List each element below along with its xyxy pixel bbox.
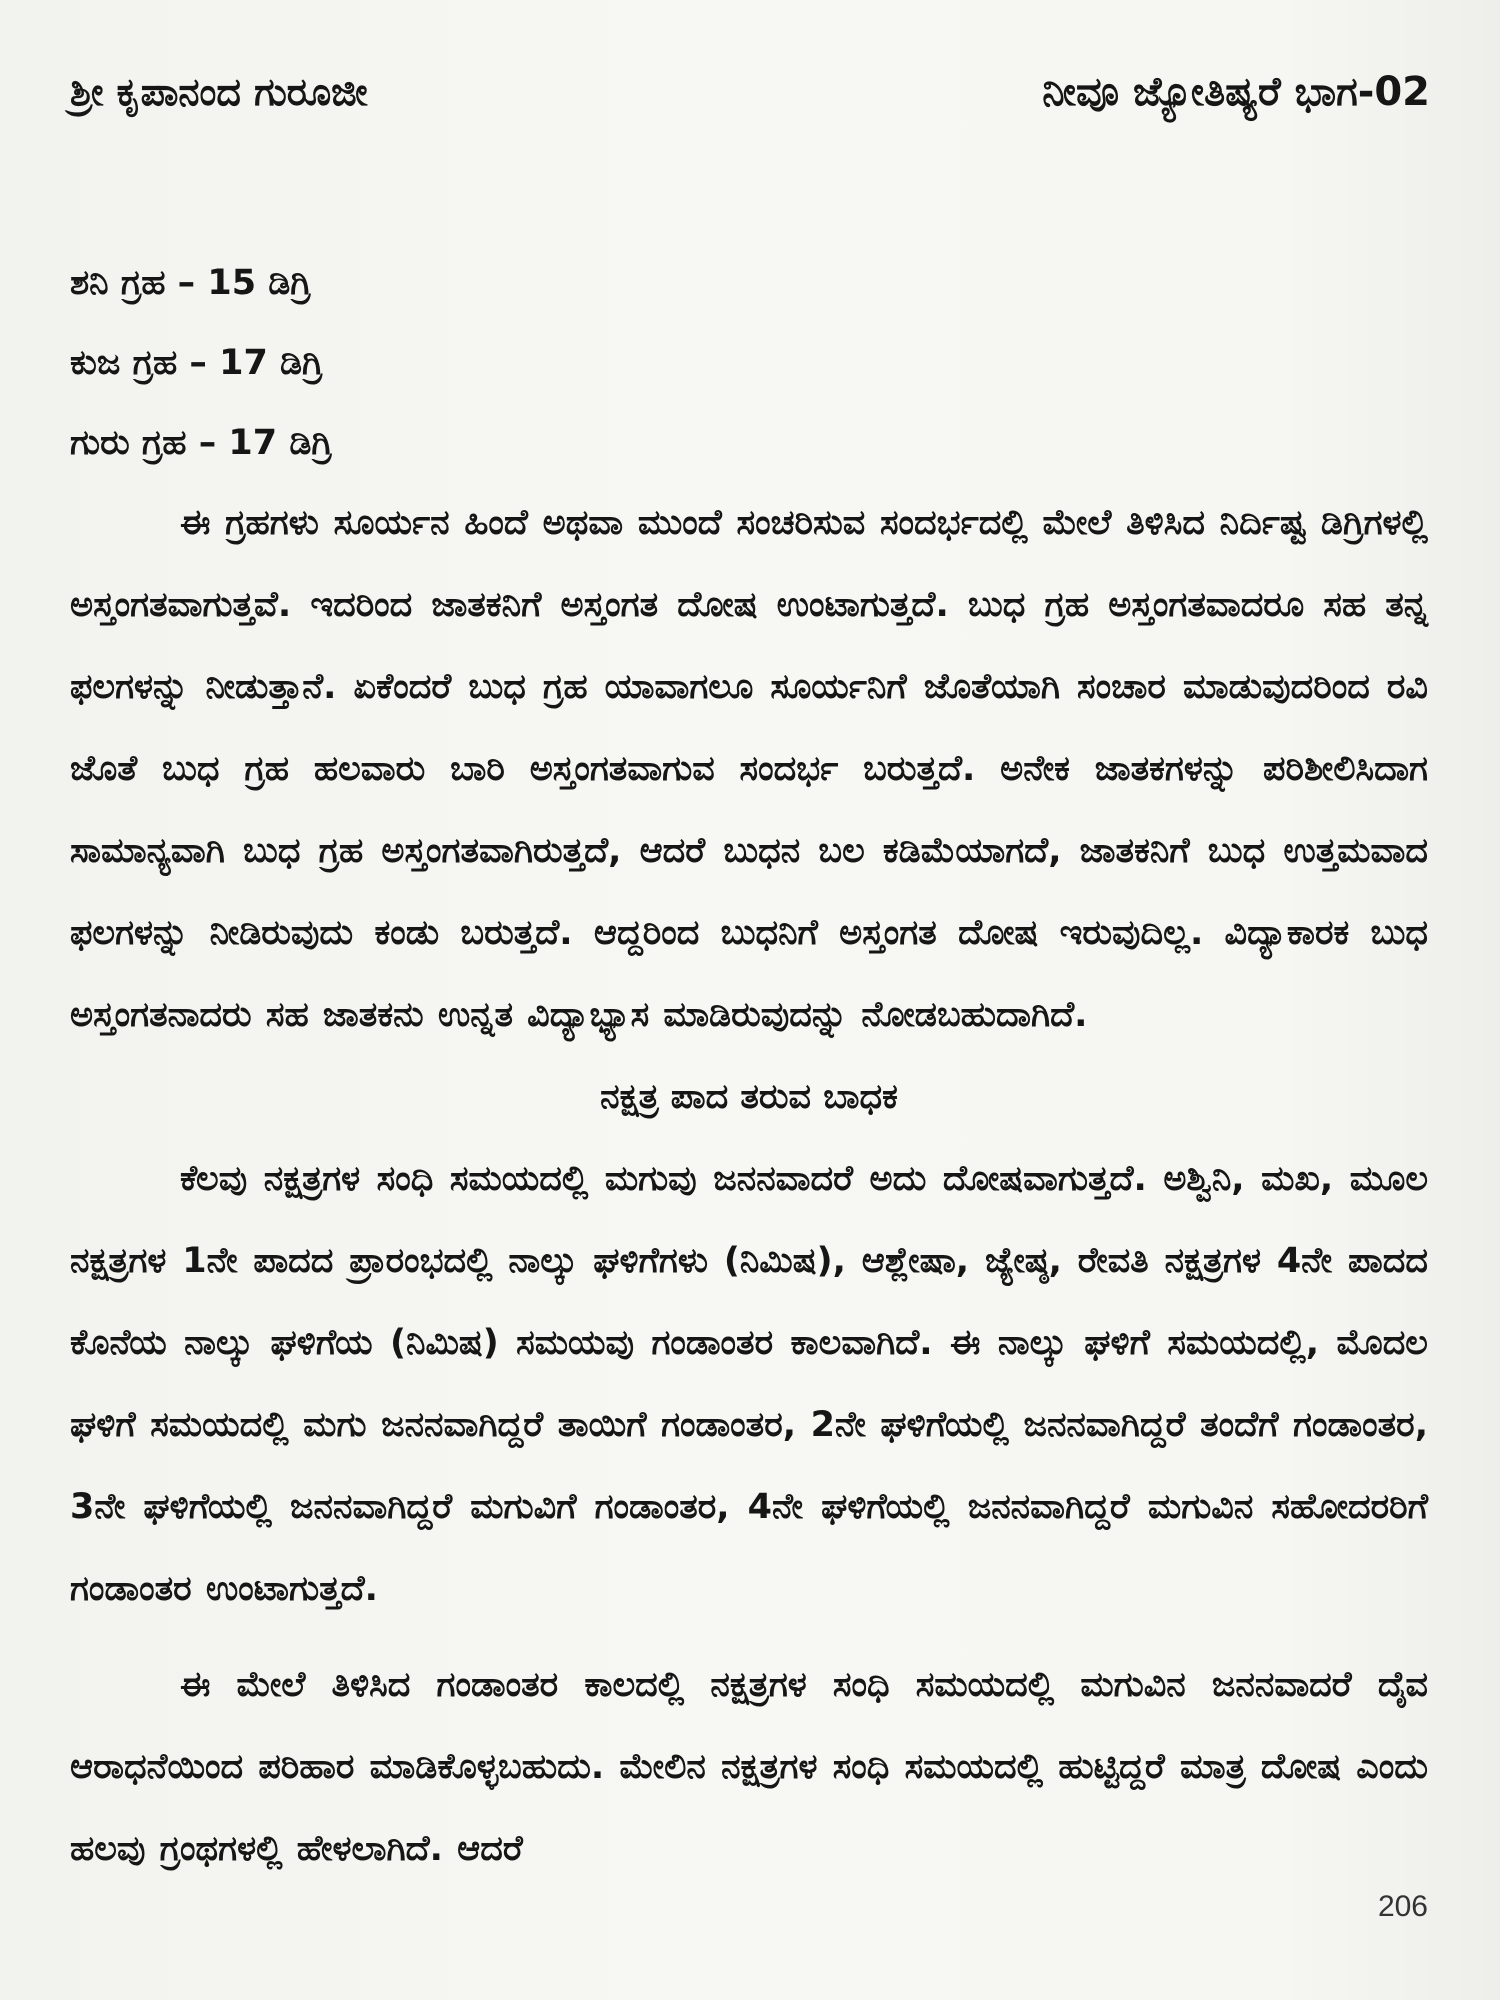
author-name: ಶ್ರೀ ಕೃಪಾನಂದ ಗುರೂಜೀ	[70, 70, 368, 114]
list-item: ಗುರು ಗ್ರಹ – 17 ಡಿಗ್ರಿ	[70, 423, 332, 463]
list-item: ಶನಿ ಗ್ರಹ – 15 ಡಿಗ್ರಿ	[70, 263, 311, 303]
page-body	[70, 242, 1428, 1890]
paragraph-gandantara: ಕೆಲವು ನಕ್ಷತ್ರಗಳ ಸಂಧಿ ಸಮಯದಲ್ಲಿ ಮಗುವು ಜನನವಾದರೆ ಅದು ದೋಷವಾಗುತ್ತದೆ. ಅಶ್ವಿನಿ, ಮಖ, ಮೂಲ ನಕ್ಷತ್ರಗಳ 1ನೇ ಪಾದದ ಪ್ರಾರಂಭದಲ್ಲಿ ನಾಲ್ಕು ಘಳಿಗೆಗಳು (ನಿಮಿಷ), ಆಶ್ಲೇಷಾ, ಜ್ಯೇಷ್ಠ, ರೇವತಿ ನಕ್ಷತ್ರಗಳ 4ನೇ ಪಾದದ ಕೊನೆಯ ನಾಲ್ಕು ಘಳಿಗೆಯ (ನಿಮಿಷ) ಸಮಯವು ಗಂಡಾಂತರ ಕಾಲವಾಗಿದೆ. ಈ ನಾಲ್ಕು ಘಳಿಗೆ ಸಮಯದಲ್ಲಿ, ಮೊದಲ ಘಳಿಗೆ ಸಮಯದಲ್ಲಿ ಮಗು ಜನನವಾಗಿದ್ದರೆ ತಾಯಿಗೆ ಗಂಡಾಂತರ, 2ನೇ ಘಳಿಗೆಯಲ್ಲಿ ಜನನವಾಗಿದ್ದರೆ ತಂದೆಗೆ ಗಂಡಾಂತರ, 3ನೇ ಘಳಿಗೆಯಲ್ಲಿ ಜನನವಾಗಿದ್ದರೆ ಮಗುವಿಗೆ ಗಂಡಾಂತರ, 4ನೇ ಘಳಿಗೆಯಲ್ಲಿ ಜನನವಾಗಿದ್ದರೆ ಮಗುವಿನ ಸಹೋದರರಿಗೆ ಗಂಡಾಂತರ ಉಂಟಾಗುತ್ತದೆ.	[70, 1159, 1428, 1609]
page-number: 206	[1377, 1890, 1428, 1923]
section-heading: ನಕ್ಷತ್ರ ಪಾದ ತರುವ ಬಾಧಕ	[600, 1077, 898, 1117]
running-header	[70, 62, 1430, 122]
paragraph-combustion: ಈ ಗ್ರಹಗಳು ಸೂರ್ಯನ ಹಿಂದೆ ಅಥವಾ ಮುಂದೆ ಸಂಚರಿಸುವ ಸಂದರ್ಭದಲ್ಲಿ ಮೇಲೆ ತಿಳಿಸಿದ ನಿರ್ದಿಷ್ಟ ಡಿಗ್ರಿಗಳಲ್ಲಿ ಅಸ್ತಂಗತವಾಗುತ್ತವೆ. ಇದರಿಂದ ಜಾತಕನಿಗೆ ಅಸ್ತಂಗತ ದೋಷ ಉಂಟಾಗುತ್ತದೆ. ಬುಧ ಗ್ರಹ ಅಸ್ತಂಗತವಾದರೂ ಸಹ ತನ್ನ ಫಲಗಳನ್ನು ನೀಡುತ್ತಾನೆ. ಏಕೆಂದರೆ ಬುಧ ಗ್ರಹ ಯಾವಾಗಲೂ ಸೂರ್ಯನಿಗೆ ಜೊತೆಯಾಗಿ ಸಂಚಾರ ಮಾಡುವುದರಿಂದ ರವಿ ಜೊತೆ ಬುಧ ಗ್ರಹ ಹಲವಾರು ಬಾರಿ ಅಸ್ತಂಗತವಾಗುವ ಸಂದರ್ಭ ಬರುತ್ತದೆ. ಅನೇಕ ಜಾತಕಗಳನ್ನು ಪರಿಶೀಲಿಸಿದಾಗ ಸಾಮಾನ್ಯವಾಗಿ ಬುಧ ಗ್ರಹ ಅಸ್ತಂಗತವಾಗಿರುತ್ತದೆ, ಆದರೆ ಬುಧನ ಬಲ ಕಡಿಮೆಯಾಗದೆ, ಜಾತಕನಿಗೆ ಬುಧ ಉತ್ತಮವಾದ ಫಲಗಳನ್ನು ನೀಡಿರುವುದು ಕಂಡು ಬರುತ್ತದೆ. ಆದ್ದರಿಂದ ಬುಧನಿಗೆ ಅಸ್ತಂಗತ ದೋಷ ಇರುವುದಿಲ್ಲ. ವಿದ್ಯಾಕಾರಕ ಬುಧ ಅಸ್ತಂಗತನಾದರು ಸಹ ಜಾತಕನು ಉನ್ನತ ವಿದ್ಯಾಭ್ಯಾಸ ಮಾಡಿರುವುದನ್ನು ನೋಡಬಹುದಾಗಿದೆ.	[70, 503, 1428, 1035]
paragraph-remedy: ಈ ಮೇಲೆ ತಿಳಿಸಿದ ಗಂಡಾಂತರ ಕಾಲದಲ್ಲಿ ನಕ್ಷತ್ರಗಳ ಸಂಧಿ ಸಮಯದಲ್ಲಿ ಮಗುವಿನ ಜನನವಾದರೆ ದೈವ ಆರಾಧನೆಯಿಂದ ಪರಿಹಾರ ಮಾಡಿಕೊಳ್ಳಬಹುದು. ಮೇಲಿನ ನಕ್ಷತ್ರಗಳ ಸಂಧಿ ಸಮಯದಲ್ಲಿ ಹುಟ್ಟಿದ್ದರೆ ಮಾತ್ರ ದೋಷ ಎಂದು ಹಲವು ಗ್ರಂಥಗಳಲ್ಲಿ ಹೇಳಲಾಗಿದೆ. ಆದರೆ	[70, 1665, 1428, 1869]
list-item: ಕುಜ ಗ್ರಹ – 17 ಡಿಗ್ರಿ	[70, 343, 323, 383]
book-title: ನೀವೂ ಜ್ಯೋತಿಷ್ಯರೆ ಭಾಗ-02	[1042, 69, 1430, 115]
